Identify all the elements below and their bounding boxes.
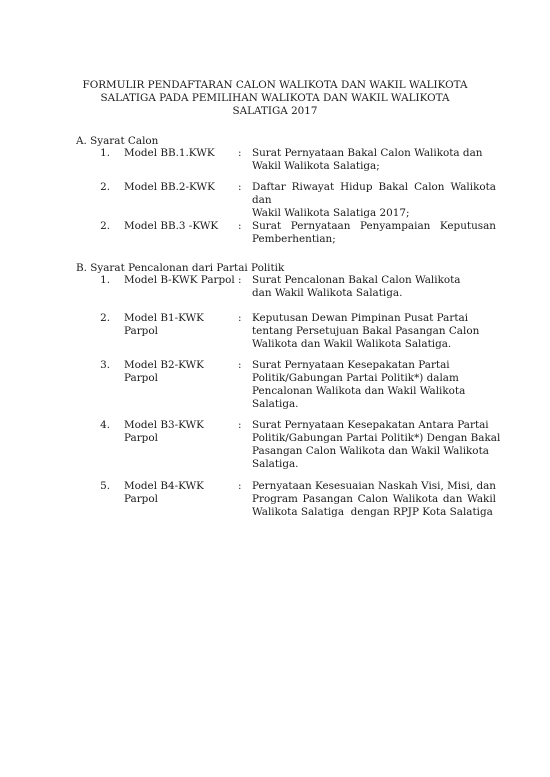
title-line-1: FORMULIR PENDAFTARAN CALON WALIKOTA DAN WAKIL WALIKOTA [82, 79, 468, 91]
item-description [252, 220, 496, 246]
item-colon: : [238, 147, 242, 159]
description-line: Salatiga. [252, 458, 299, 470]
description-line: Pemberhentian; [252, 233, 336, 245]
description-line: tentang Persetujuan Bakal Pasangan Calon [252, 325, 480, 337]
description-line: Surat Pernyataan Bakal Calon Walikota dan [252, 147, 483, 159]
model-line: Model B4-KWK [124, 480, 204, 492]
description-line: Walikota dan Wakil Walikota Salatiga. [252, 338, 452, 350]
description-line: Walikota Salatiga dengan RPJP Kota Salatiga [252, 506, 493, 518]
item-colon: : [238, 480, 242, 492]
model-line: Model B2-KWK [124, 359, 204, 371]
description-line: dan Wakil Walikota Salatiga. [252, 287, 403, 299]
description-line: Pasangan Calon Walikota dan Wakil Walikota [252, 445, 489, 457]
item-colon: : [238, 274, 242, 286]
item-model [124, 419, 234, 445]
description-line: Wakil Walikota Salatiga 2017; [252, 207, 410, 219]
item-number: 1. [100, 274, 110, 286]
model-line: Parpol [124, 372, 158, 384]
model-line: Parpol [124, 432, 158, 444]
item-model: Model BB.1.KWK [124, 147, 215, 159]
item-model [124, 274, 234, 287]
item-colon: : [238, 181, 242, 193]
description-line: Surat Pernyataan Penyampaian Keputusan [252, 220, 496, 232]
item-description [252, 181, 496, 220]
description-line: Politik/Gabungan Partai Politik*) dalam [252, 372, 459, 384]
model-line: Parpol [124, 325, 158, 337]
model-line: Parpol [124, 493, 158, 505]
item-number: 1. [100, 147, 110, 159]
item-number: 2. [100, 220, 110, 232]
description-line: Keputusan Dewan Pimpinan Pusat Partai [252, 312, 469, 324]
item-colon: : [238, 312, 242, 324]
section-a-heading: A. Syarat Calon [76, 135, 159, 147]
item-number: 3. [100, 359, 110, 371]
model-line: Model B3-KWK [124, 419, 204, 431]
item-description [252, 147, 496, 173]
item-model [124, 480, 234, 506]
item-description [252, 480, 496, 519]
description-line: Surat Pencalonan Bakal Calon Walikota [252, 274, 461, 286]
item-number: 2. [100, 312, 110, 324]
item-model [124, 312, 234, 338]
section-b-heading: B. Syarat Pencalonan dari Partai Politik [76, 262, 285, 274]
description-line: Wakil Walikota Salatiga; [252, 160, 380, 172]
item-description [252, 312, 496, 351]
item-model: Model BB.3 -KWK [124, 220, 219, 232]
document-title [60, 79, 490, 119]
description-line: Pencalonan Walikota dan Wakil Walikota [252, 385, 466, 397]
item-colon: : [238, 419, 242, 431]
item-model: Model BB.2-KWK [124, 181, 215, 193]
model-line: Model B1-KWK [124, 312, 204, 324]
item-model [124, 359, 234, 385]
description-line: Program Pasangan Calon Walikota dan Wakil [252, 493, 496, 505]
item-colon: : [238, 359, 242, 371]
description-line: Daftar Riwayat Hidup Bakal Calon Walikota dan [252, 181, 496, 206]
item-description [252, 274, 496, 300]
item-colon: : [238, 220, 242, 232]
item-description [252, 419, 501, 471]
title-line-3: SALATIGA 2017 [232, 105, 318, 118]
description-line: Surat Pernyataan Kesepakatan Partai [252, 359, 450, 371]
description-line: Politik/Gabungan Partai Politik*) Dengan Bakal [252, 432, 501, 444]
description-line: Surat Pernyataan Kesepakatan Antara Partai [252, 419, 489, 431]
item-number: 5. [100, 480, 110, 492]
item-number: 2. [100, 181, 110, 193]
title-line-2: SALATIGA PADA PEMILIHAN WALIKOTA DAN WAKIL WALIKOTA [100, 92, 450, 105]
description-line: Salatiga. [252, 398, 299, 410]
description-line: Pernyataan Kesesuaian Naskah Visi, Misi, dan [252, 480, 496, 492]
item-description [252, 359, 496, 411]
model-line: Model B-KWK Parpol [124, 274, 235, 286]
item-number: 4. [100, 419, 110, 431]
